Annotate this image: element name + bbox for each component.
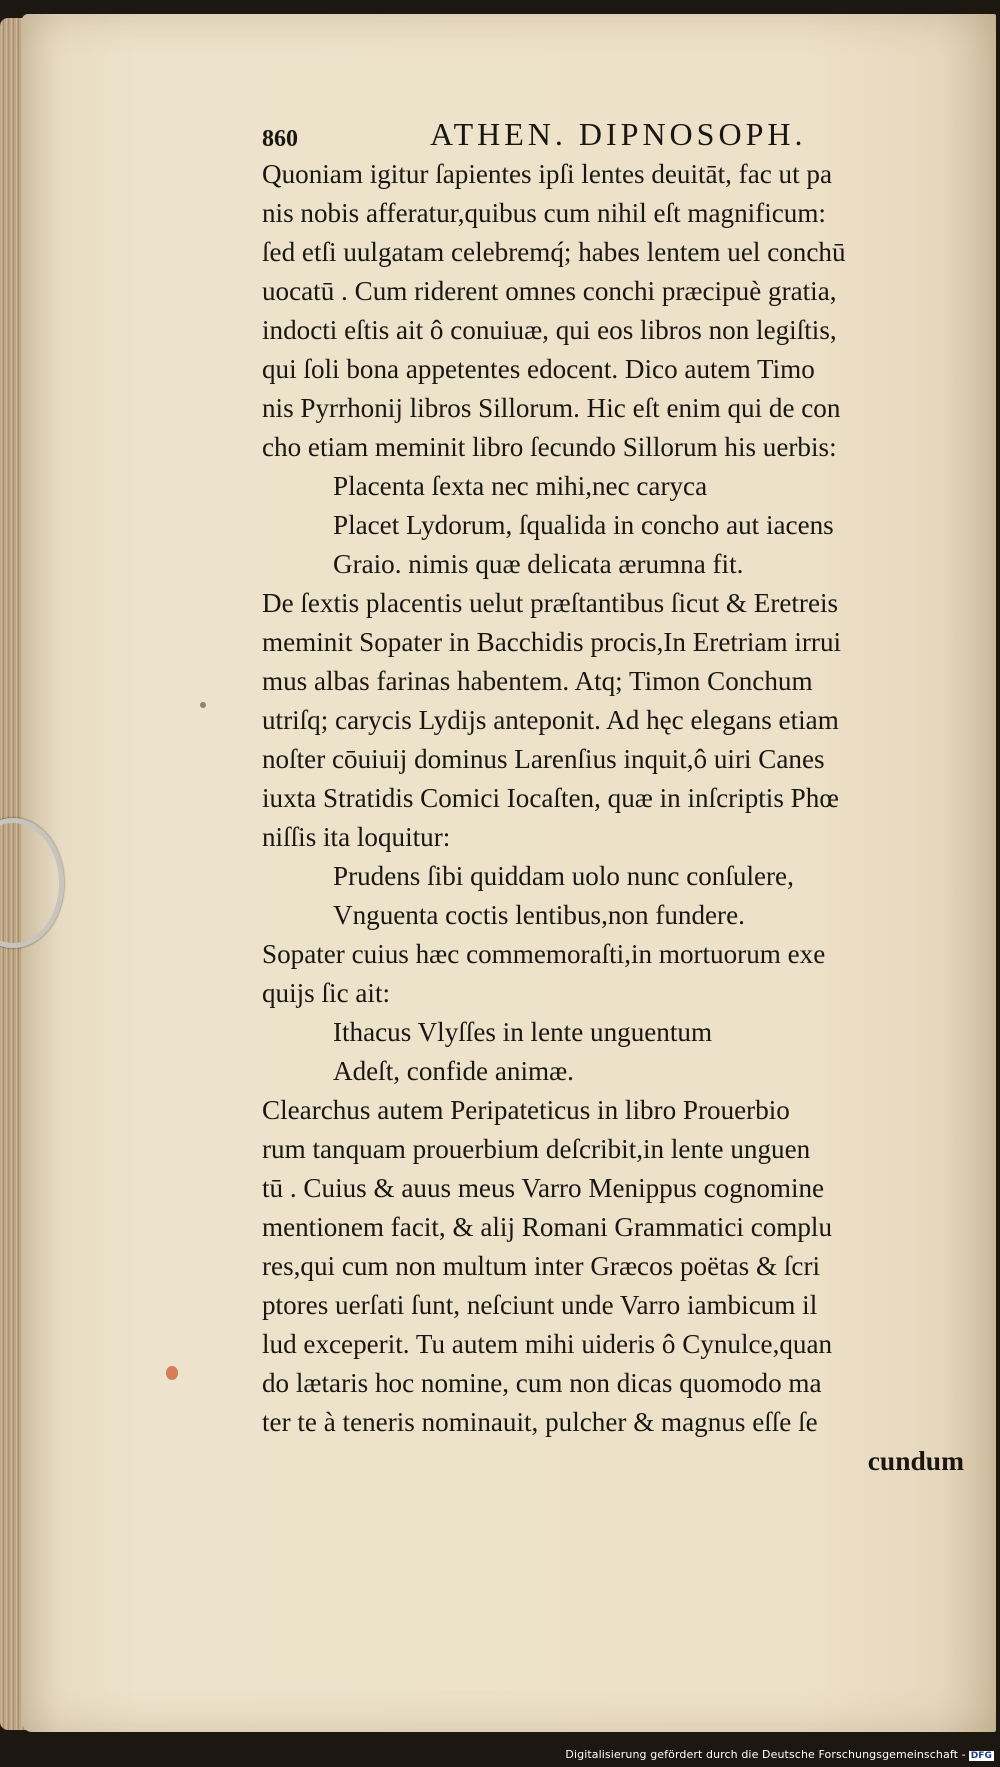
text-line: uocatū . Cum riderent omnes conchi præcipuè gratia, — [262, 275, 837, 306]
ink-stain — [166, 1366, 178, 1380]
text-line: ptores uerſati ſunt, neſciunt unde Varro iambicum il — [262, 1289, 818, 1320]
verse-quote — [262, 856, 972, 934]
text-line: ter te à teneris nominauit, pulcher & magnus eſſe ſe — [262, 1406, 818, 1437]
text-line: indocti eſtis ait ô conuiuæ, qui eos libros non legiſtis, — [262, 314, 837, 345]
text-line: noſter cōuiuij dominus Larenſius inquit,ô uiri Canes — [262, 743, 825, 774]
text-line: quijs ſic ait: — [262, 977, 391, 1008]
text-line: res,qui cum non multum inter Græcos poëtas & ſcri — [262, 1250, 821, 1281]
text-block — [262, 110, 972, 1480]
text-line: nis Pyrrhonij libros Sillorum. Hic eſt enim qui de con — [262, 392, 841, 423]
text-line: mentionem facit, & alij Romani Grammatici complu — [262, 1211, 833, 1242]
verse-line: Vnguenta coctis lentibus,non fundere. — [332, 899, 745, 930]
page-number: 860 — [262, 126, 298, 152]
paragraph — [262, 583, 972, 856]
text-line: niſſis ita loquitur: — [262, 821, 451, 852]
digitization-credit — [565, 1748, 994, 1761]
text-line: lud exceperit. Tu autem mihi uideris ô Cynulce,quan — [262, 1328, 833, 1359]
text-line: qui ſoli bona appetentes edocent. Dico autem Timo — [262, 353, 815, 384]
paragraph — [262, 154, 972, 466]
verse-line: Graio. nimis quæ delicata ærumna fit. — [332, 548, 744, 579]
text-line: meminit Sopater in Bacchidis procis,In Eretriam irrui — [262, 626, 842, 657]
verse-quote — [262, 466, 972, 583]
text-line: iuxta Stratidis Comici Iocaſten, quæ in inſcriptis Phœ — [262, 782, 839, 813]
text-line: De ſextis placentis uelut præſtantibus ſicut & Eretreis — [262, 587, 839, 618]
paragraph — [262, 934, 972, 1012]
running-title: ATHEN. DIPNOSOPH. — [430, 116, 807, 152]
credit-text: Digitalisierung gefördert durch die Deutsche Forschungsgemeinschaft - — [565, 1748, 966, 1761]
dfg-logo: DFG — [970, 1751, 992, 1761]
text-line: Sopater cuius hæc commemoraſti,in mortuorum exe — [262, 938, 826, 969]
text-line: ſed etſi uulgatam celebremq́; habes lentem uel conchū — [262, 236, 846, 267]
text-line: do lætaris hoc nomine, cum non dicas quomodo ma — [262, 1367, 822, 1398]
text-line: tū . Cuius & auus meus Varro Menippus cognomine — [262, 1172, 825, 1203]
text-line: Clearchus autem Peripateticus in libro Prouerbio — [262, 1094, 790, 1125]
verse-quote — [262, 1012, 972, 1090]
text-line: rum tanquam prouerbium deſcribit,in lente unguen — [262, 1133, 811, 1164]
verse-line: Adeſt, confide animæ. — [332, 1055, 574, 1086]
text-line: nis nobis afferatur,quibus cum nihil eſt magnificum: — [262, 197, 826, 228]
page-header — [262, 110, 972, 154]
text-line: utriſq; carycis Lydijs anteponit. Ad hęc elegans etiam — [262, 704, 839, 735]
text-line: Quoniam igitur ſapientes ipſi lentes deuitāt, fac ut pa — [262, 158, 833, 189]
ink-stain — [200, 702, 206, 708]
verse-line: Prudens ſibi quiddam uolo nunc conſulere, — [332, 860, 794, 891]
catchword: cundum — [867, 1445, 964, 1476]
verse-line: Placenta ſexta nec mihi,nec caryca — [332, 470, 708, 501]
text-line: cho etiam meminit libro ſecundo Sillorum his uerbis: — [262, 431, 837, 462]
paragraph — [262, 1090, 972, 1441]
verse-line: Ithacus Vlyſſes in lente unguentum — [332, 1016, 713, 1047]
verse-line: Placet Lydorum, ſqualida in concho aut iacens — [332, 509, 834, 540]
text-line: mus albas farinas habentem. Atq; Timon Conchum — [262, 665, 813, 696]
